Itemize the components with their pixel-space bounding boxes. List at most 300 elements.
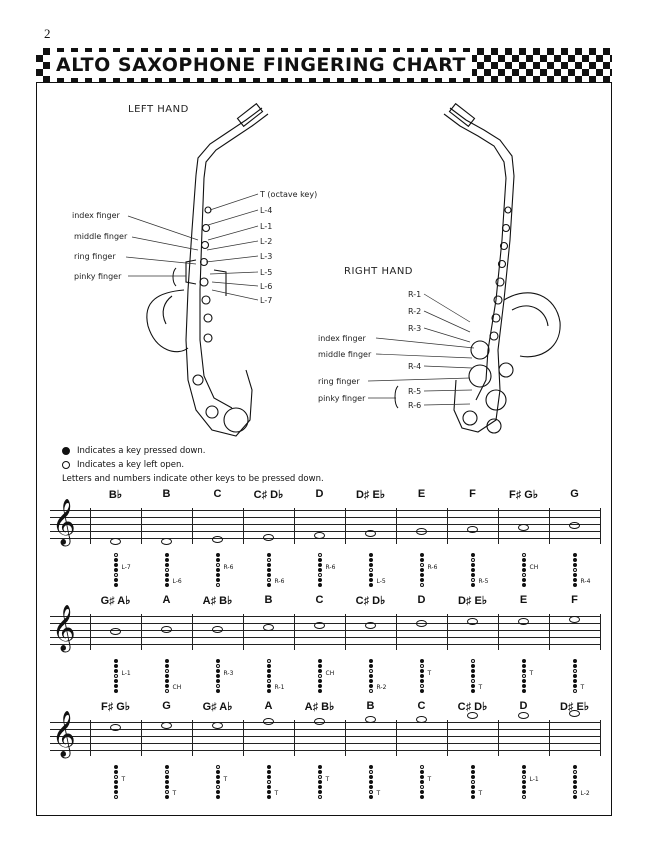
key-pressed-dot <box>267 664 271 668</box>
key-pressed-dot <box>318 785 322 789</box>
extra-key-mark: T <box>376 790 381 797</box>
bar-line <box>141 720 142 756</box>
left-leader-lines <box>126 194 258 300</box>
bar-line <box>447 720 448 756</box>
extra-key-mark: T <box>172 790 177 797</box>
key-pressed-dot <box>471 553 475 557</box>
key-pressed-dot <box>369 795 373 799</box>
key-open-dot <box>318 775 322 779</box>
key-pressed-dot <box>318 664 322 668</box>
whole-note-head <box>314 718 325 725</box>
key-open-dot <box>216 664 220 668</box>
key-pressed-dot <box>522 770 526 774</box>
note-name: A <box>162 594 171 606</box>
key-open-dot <box>165 770 169 774</box>
whole-note-head <box>467 712 478 719</box>
key-pressed-dot <box>573 558 577 562</box>
key-pressed-dot <box>165 674 169 678</box>
key-r3-label: R-3 <box>408 324 422 333</box>
bar-line <box>447 508 448 544</box>
note-name: B <box>366 700 375 712</box>
legend-pressed <box>62 446 205 456</box>
note-name: E <box>417 488 426 500</box>
key-pressed-dot <box>471 664 475 668</box>
key-pressed-dot <box>369 578 373 582</box>
extra-key-mark: CH <box>529 564 539 571</box>
key-open-dot <box>165 568 169 572</box>
key-pressed-dot <box>216 775 220 779</box>
fingering-column <box>164 658 170 694</box>
key-pressed-dot <box>369 684 373 688</box>
key-pressed-dot <box>420 790 424 794</box>
key-open-dot <box>267 679 271 683</box>
staff-line <box>50 531 600 532</box>
key-open-dot <box>420 765 424 769</box>
key-pressed-dot <box>318 578 322 582</box>
key-pressed-dot <box>114 785 118 789</box>
key-pressed-dot <box>267 568 271 572</box>
note-name: C <box>417 700 426 712</box>
legend-other-text: Letters and numbers indicate other keys to be pressed down. <box>62 474 324 484</box>
legend-other <box>62 474 324 484</box>
bar-line <box>243 614 244 650</box>
extra-key-mark: L-6 <box>172 578 182 585</box>
key-pressed-dot <box>471 775 475 779</box>
key-open-dot <box>114 775 118 779</box>
key-pressed-dot <box>573 583 577 587</box>
key-pressed-dot <box>369 664 373 668</box>
fingering-column <box>572 658 578 694</box>
bar-line <box>192 614 193 650</box>
right-saxophone-drawing <box>444 104 560 433</box>
key-pressed-dot <box>420 674 424 678</box>
bar-line <box>294 720 295 756</box>
note-name: G♯ A♭ <box>202 701 233 713</box>
whole-note-head <box>569 710 580 717</box>
key-pressed-dot <box>471 689 475 693</box>
key-pressed-dot <box>165 679 169 683</box>
note-name: F <box>469 488 476 500</box>
key-open-dot <box>420 563 424 567</box>
extra-key-mark: R-1 <box>274 684 285 691</box>
key-pressed-dot <box>114 568 118 572</box>
key-l5-label: L-5 <box>260 268 273 277</box>
fingering-column <box>113 658 119 694</box>
key-pressed-dot <box>573 553 577 557</box>
bar-line <box>396 508 397 544</box>
bar-line <box>549 508 550 544</box>
key-pressed-dot <box>267 684 271 688</box>
key-pressed-dot <box>471 563 475 567</box>
key-pressed-dot <box>420 573 424 577</box>
staff-row-3 <box>50 700 600 797</box>
extra-key-mark: T <box>121 776 126 783</box>
bar-line <box>141 614 142 650</box>
key-pressed-dot <box>114 765 118 769</box>
treble-clef-icon: 𝄞 <box>52 605 76 651</box>
note-name: G♯ A♭ <box>100 595 131 607</box>
bar-line <box>498 720 499 756</box>
key-pressed-dot <box>318 679 322 683</box>
key-pressed-dot <box>114 659 118 663</box>
key-pressed-dot <box>318 558 322 562</box>
key-open-dot <box>573 568 577 572</box>
key-open-dot <box>369 669 373 673</box>
key-pressed-dot <box>573 765 577 769</box>
whole-note-head <box>416 620 427 627</box>
note-name: D <box>417 594 426 606</box>
key-pressed-dot <box>522 659 526 663</box>
extra-key-mark: T <box>325 776 330 783</box>
key-pressed-dot <box>216 674 220 678</box>
bar-line <box>345 508 346 544</box>
fingering-column <box>215 658 221 694</box>
key-pressed-dot <box>522 689 526 693</box>
key-pressed-dot <box>216 679 220 683</box>
key-pressed-dot <box>165 785 169 789</box>
key-r4-label: R-4 <box>408 362 422 371</box>
fingering-column <box>266 658 272 694</box>
key-pressed-dot <box>318 770 322 774</box>
extra-key-mark: T <box>478 790 483 797</box>
left-saxophone-drawing <box>147 104 268 436</box>
whole-note-head <box>212 626 223 633</box>
whole-note-head <box>263 534 274 541</box>
key-pressed-dot <box>216 553 220 557</box>
extra-key-mark: L-5 <box>376 578 386 585</box>
page-number: 2 <box>44 26 51 41</box>
key-pressed-dot <box>216 568 220 572</box>
key-pressed-dot <box>318 689 322 693</box>
whole-note-head <box>365 716 376 723</box>
note-name: A♯ B♭ <box>304 701 335 713</box>
key-pressed-dot <box>318 669 322 673</box>
key-pressed-dot <box>267 583 271 587</box>
key-open-dot <box>165 790 169 794</box>
extra-key-mark: L-1 <box>121 670 131 677</box>
bar-line <box>192 720 193 756</box>
key-pressed-dot <box>573 674 577 678</box>
key-pressed-dot <box>471 674 475 678</box>
note-name: C <box>213 488 222 500</box>
key-open-dot <box>267 558 271 562</box>
fingering-column <box>215 764 221 800</box>
whole-note-head <box>569 616 580 623</box>
key-open-dot <box>522 553 526 557</box>
bar-line <box>90 720 91 756</box>
staff-line <box>50 623 600 624</box>
legend-pressed-text: Indicates a key pressed down. <box>77 446 206 456</box>
key-open-dot <box>267 780 271 784</box>
fingering-column <box>521 658 527 694</box>
key-pressed-dot <box>420 795 424 799</box>
key-pressed-dot <box>420 659 424 663</box>
key-open-dot <box>420 583 424 587</box>
fingering-column <box>215 552 221 588</box>
staff-line <box>50 510 600 511</box>
bar-line <box>141 508 142 544</box>
key-pressed-dot <box>522 790 526 794</box>
fingering-column <box>572 764 578 800</box>
final-bar-line <box>600 720 601 756</box>
legend-open <box>62 460 184 470</box>
key-l3-label: L-3 <box>260 252 273 261</box>
left-middle-finger-label: middle finger <box>74 232 128 241</box>
extra-key-mark: L-1 <box>529 776 539 783</box>
note-name: C♯ D♭ <box>355 595 386 607</box>
note-name: F <box>571 594 578 606</box>
extra-key-mark: L-2 <box>580 790 590 797</box>
key-pressed-dot <box>369 659 373 663</box>
key-pressed-dot <box>420 568 424 572</box>
key-pressed-dot <box>522 669 526 673</box>
key-open-dot <box>267 659 271 663</box>
key-open-dot <box>522 775 526 779</box>
final-bar-line <box>600 614 601 650</box>
note-name: A♯ B♭ <box>202 595 233 607</box>
whole-note-head <box>110 628 121 635</box>
key-open-dot <box>369 770 373 774</box>
key-pressed-dot <box>114 684 118 688</box>
whole-note-head <box>212 722 223 729</box>
whole-note-head <box>467 618 478 625</box>
key-pressed-dot <box>369 765 373 769</box>
whole-note-head <box>467 526 478 533</box>
key-pressed-dot <box>573 775 577 779</box>
key-pressed-dot <box>267 785 271 789</box>
fingering-column <box>368 552 374 588</box>
extra-key-mark: R-6 <box>325 564 336 571</box>
whole-note-head <box>212 536 223 543</box>
right-ring-finger-label: ring finger <box>318 377 360 386</box>
key-pressed-dot <box>420 780 424 784</box>
key-open-dot <box>114 795 118 799</box>
key-open-dot <box>165 669 169 673</box>
key-open-dot <box>216 563 220 567</box>
key-open-dot <box>318 795 322 799</box>
key-pressed-dot <box>165 553 169 557</box>
bar-line <box>498 614 499 650</box>
key-pressed-dot <box>420 770 424 774</box>
fingering-column <box>419 658 425 694</box>
extra-key-mark: T <box>580 684 585 691</box>
note-name: D <box>519 700 528 712</box>
key-pressed-dot <box>114 669 118 673</box>
bar-line <box>90 614 91 650</box>
key-pressed-dot <box>165 558 169 562</box>
key-pressed-dot <box>216 689 220 693</box>
key-pressed-dot <box>114 679 118 683</box>
key-pressed-dot <box>267 775 271 779</box>
whole-note-head <box>263 624 274 631</box>
key-open-dot <box>318 573 322 577</box>
key-open-dot <box>522 795 526 799</box>
key-pressed-dot <box>114 770 118 774</box>
bar-line <box>345 720 346 756</box>
key-pressed-dot <box>114 780 118 784</box>
key-pressed-dot <box>216 790 220 794</box>
key-pressed-dot <box>369 558 373 562</box>
fingering-column <box>266 552 272 588</box>
key-l6-label: L-6 <box>260 282 273 291</box>
staff-line <box>50 743 600 744</box>
key-pressed-dot <box>114 664 118 668</box>
note-name: D <box>315 488 324 500</box>
fingering-column <box>113 552 119 588</box>
key-open-dot <box>216 785 220 789</box>
key-pressed-dot <box>522 583 526 587</box>
key-pressed-dot <box>216 578 220 582</box>
fingering-column <box>572 552 578 588</box>
staff-line <box>50 524 600 525</box>
bar-line <box>447 614 448 650</box>
staff-line <box>50 616 600 617</box>
key-pressed-dot <box>369 785 373 789</box>
key-open-dot <box>573 669 577 673</box>
key-open-dot <box>573 689 577 693</box>
key-pressed-dot <box>267 790 271 794</box>
key-pressed-dot <box>318 659 322 663</box>
staff-line <box>50 630 600 631</box>
key-open-dot <box>318 553 322 557</box>
bar-line <box>243 720 244 756</box>
whole-note-head <box>314 622 325 629</box>
key-pressed-dot <box>165 664 169 668</box>
key-pressed-dot <box>369 583 373 587</box>
extra-key-mark: T <box>529 670 534 677</box>
key-pressed-dot <box>267 689 271 693</box>
key-open-dot <box>471 659 475 663</box>
key-pressed-dot <box>318 563 322 567</box>
fingering-column <box>368 764 374 800</box>
key-open-dot <box>165 689 169 693</box>
staff-line <box>50 750 600 751</box>
key-pressed-dot <box>573 795 577 799</box>
key-pressed-dot <box>573 664 577 668</box>
whole-note-head <box>110 538 121 545</box>
key-r5-label: R-5 <box>408 387 422 396</box>
note-name: E <box>519 594 528 606</box>
key-pressed-dot <box>114 563 118 567</box>
key-r1-label: R-1 <box>408 290 422 299</box>
key-pressed-dot <box>267 770 271 774</box>
key-pressed-dot <box>114 790 118 794</box>
fingering-column <box>521 764 527 800</box>
bar-line <box>243 508 244 544</box>
note-name: F♯ G♭ <box>508 489 539 501</box>
note-name: D♯ E♭ <box>559 701 590 713</box>
key-pressed-dot <box>573 679 577 683</box>
whole-note-head <box>110 724 121 731</box>
whole-note-head <box>416 716 427 723</box>
key-pressed-dot <box>267 573 271 577</box>
key-open-dot <box>369 790 373 794</box>
key-pressed-dot <box>165 765 169 769</box>
key-l1-label: L-1 <box>260 222 273 231</box>
extra-key-mark: R-6 <box>274 578 285 585</box>
whole-note-head <box>518 618 529 625</box>
key-pressed-dot <box>165 684 169 688</box>
key-pressed-dot <box>471 583 475 587</box>
staff-row-1 <box>50 488 600 585</box>
bar-line <box>345 614 346 650</box>
extra-key-mark: T <box>427 670 432 677</box>
fingering-column <box>317 764 323 800</box>
staff-line <box>50 644 600 645</box>
key-pressed-dot <box>114 689 118 693</box>
note-name: G <box>570 488 579 500</box>
key-pressed-dot <box>369 775 373 779</box>
key-pressed-dot <box>165 780 169 784</box>
key-pressed-dot <box>522 563 526 567</box>
whole-note-head <box>518 524 529 531</box>
note-name: G <box>162 700 171 712</box>
key-pressed-dot <box>369 553 373 557</box>
key-l7-label: L-7 <box>260 296 273 305</box>
right-hand-heading: RIGHT HAND <box>344 266 413 277</box>
key-pressed-dot <box>318 583 322 587</box>
key-pressed-dot <box>573 578 577 582</box>
key-open-dot <box>420 785 424 789</box>
staff-row-2 <box>50 594 600 691</box>
fingering-column <box>266 764 272 800</box>
key-pressed-dot <box>216 780 220 784</box>
key-pressed-dot <box>318 780 322 784</box>
key-open-dot <box>471 679 475 683</box>
staff-line <box>50 729 600 730</box>
extra-key-mark: T <box>478 684 483 691</box>
key-pressed-dot <box>216 659 220 663</box>
key-pressed-dot <box>369 679 373 683</box>
octave-key-label: T (octave key) <box>260 190 318 199</box>
staff-line <box>50 517 600 518</box>
key-open-dot <box>216 765 220 769</box>
note-name: F♯ G♭ <box>100 701 131 713</box>
key-pressed-dot <box>420 553 424 557</box>
key-pressed-dot <box>471 790 475 794</box>
key-pressed-dot <box>267 795 271 799</box>
bar-line <box>498 508 499 544</box>
whole-note-head <box>263 718 274 725</box>
key-pressed-dot <box>471 684 475 688</box>
key-open-dot <box>522 674 526 678</box>
key-pressed-dot <box>369 563 373 567</box>
key-pressed-dot <box>165 578 169 582</box>
bar-line <box>294 508 295 544</box>
whole-note-head <box>365 622 376 629</box>
extra-key-mark: R-4 <box>580 578 591 585</box>
key-r6-label: R-6 <box>408 401 422 410</box>
extra-key-mark: T <box>427 776 432 783</box>
fingering-column <box>113 764 119 800</box>
left-hand-heading: LEFT HAND <box>128 104 189 115</box>
staff-line <box>50 722 600 723</box>
fingering-column <box>419 552 425 588</box>
key-open-dot <box>318 674 322 678</box>
key-pressed-dot <box>471 770 475 774</box>
key-pressed-dot <box>522 664 526 668</box>
open-circle-icon <box>62 461 70 469</box>
key-pressed-dot <box>522 765 526 769</box>
staff-line <box>50 637 600 638</box>
fingering-column <box>419 764 425 800</box>
key-pressed-dot <box>522 780 526 784</box>
right-middle-finger-label: middle finger <box>318 350 372 359</box>
key-pressed-dot <box>471 785 475 789</box>
key-pressed-dot <box>369 573 373 577</box>
extra-key-mark: T <box>274 790 279 797</box>
key-pressed-dot <box>471 669 475 673</box>
